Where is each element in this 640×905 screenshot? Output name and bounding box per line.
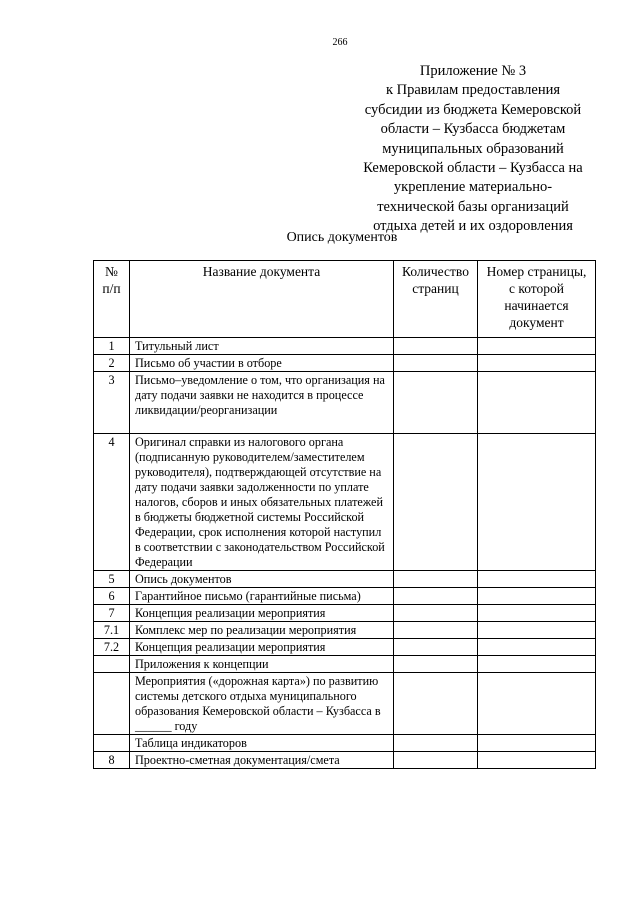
- header-start-page: Номер страницы, с которой начинается документ: [478, 261, 596, 338]
- row-start-page: [478, 372, 596, 434]
- row-num: [94, 673, 130, 735]
- row-pages: [394, 673, 478, 735]
- row-num: 6: [94, 588, 130, 605]
- row-name: Мероприятия («дорожная карта») по развитию системы детского отдыха муниципального образования Кемеровской области – Кузбасса в ______ году: [130, 673, 394, 735]
- document-title: Опись документов: [286, 230, 398, 245]
- table-row: [94, 735, 596, 752]
- appendix-line: к Правилам предоставления: [385, 82, 561, 99]
- row-pages: [394, 372, 478, 434]
- table-row: [94, 434, 596, 571]
- appendix-line: Кемеровской области – Кузбасса на: [363, 160, 583, 177]
- row-pages: [394, 571, 478, 588]
- row-pages: [394, 639, 478, 656]
- row-name: Комплекс мер по реализации мероприятия: [130, 622, 394, 639]
- row-start-page: [478, 571, 596, 588]
- row-start-page: [478, 735, 596, 752]
- row-pages: [394, 355, 478, 372]
- documents-table: [93, 260, 596, 769]
- header-num: № п/п: [94, 261, 130, 338]
- row-num: 3: [94, 372, 130, 434]
- table-row: [94, 372, 596, 434]
- row-num: 7: [94, 605, 130, 622]
- table-row: [94, 639, 596, 656]
- row-num: 7.1: [94, 622, 130, 639]
- row-name: Приложения к концепции: [130, 656, 394, 673]
- row-name: Титульный лист: [130, 338, 394, 355]
- table-row: [94, 673, 596, 735]
- appendix-line: отдыха детей и их оздоровления: [373, 218, 573, 235]
- table-row: [94, 571, 596, 588]
- row-pages: [394, 622, 478, 639]
- table-row: [94, 656, 596, 673]
- row-start-page: [478, 605, 596, 622]
- row-start-page: [478, 622, 596, 639]
- row-pages: [394, 434, 478, 571]
- appendix-line: укрепление материально-: [393, 179, 553, 196]
- row-pages: [394, 605, 478, 622]
- row-name: Гарантийное письмо (гарантийные письма): [130, 588, 394, 605]
- row-pages: [394, 338, 478, 355]
- row-pages: [394, 588, 478, 605]
- table-row: [94, 355, 596, 372]
- row-name: Концепция реализации мероприятия: [130, 639, 394, 656]
- header-name: Название документа: [130, 261, 394, 338]
- row-start-page: [478, 656, 596, 673]
- row-name: Письмо–уведомление о том, что организация на дату подачи заявки не находится в процессе ликвидации/реорганизации: [130, 372, 394, 434]
- row-start-page: [478, 639, 596, 656]
- row-name: Опись документов: [130, 571, 394, 588]
- row-num: 5: [94, 571, 130, 588]
- row-num: 8: [94, 752, 130, 769]
- table-row: [94, 752, 596, 769]
- row-pages: [394, 656, 478, 673]
- table-row: [94, 605, 596, 622]
- row-num: [94, 656, 130, 673]
- appendix-line: технической базы организаций: [377, 198, 569, 215]
- table-row: [94, 338, 596, 355]
- row-num: [94, 735, 130, 752]
- table-row: [94, 622, 596, 639]
- row-name: Оригинал справки из налогового органа (подписанную руководителем/заместителем руководителя), подтверждающей отсутствие на дату подачи заявки задолженности по уплате налогов, сборов и иных обязательных платежей в бюджеты бюджетной системы Российской Федерации, срок исполнения которой наступил в соответствии с законодательством Российской Федерации: [130, 434, 394, 571]
- row-pages: [394, 752, 478, 769]
- row-num: 1: [94, 338, 130, 355]
- row-name: Письмо об участии в отборе: [130, 355, 394, 372]
- row-name: Проектно-сметная документация/смета: [130, 752, 394, 769]
- appendix-line: субсидии из бюджета Кемеровской: [364, 101, 582, 118]
- row-num: 2: [94, 355, 130, 372]
- page-number: 266: [332, 37, 348, 48]
- table-row: [94, 588, 596, 605]
- row-name: Концепция реализации мероприятия: [130, 605, 394, 622]
- appendix-header: [350, 62, 596, 237]
- row-num: 4: [94, 434, 130, 571]
- row-start-page: [478, 338, 596, 355]
- row-num: 7.2: [94, 639, 130, 656]
- row-start-page: [478, 588, 596, 605]
- header-pages: Количество страниц: [394, 261, 478, 338]
- table-header-row: [94, 261, 596, 338]
- row-start-page: [478, 673, 596, 735]
- row-start-page: [478, 752, 596, 769]
- row-start-page: [478, 434, 596, 571]
- row-start-page: [478, 355, 596, 372]
- row-pages: [394, 735, 478, 752]
- appendix-line: области – Кузбасса бюджетам: [380, 121, 566, 138]
- appendix-line: муниципальных образований: [382, 140, 564, 157]
- appendix-line: Приложение № 3: [419, 63, 527, 79]
- row-name: Таблица индикаторов: [130, 735, 394, 752]
